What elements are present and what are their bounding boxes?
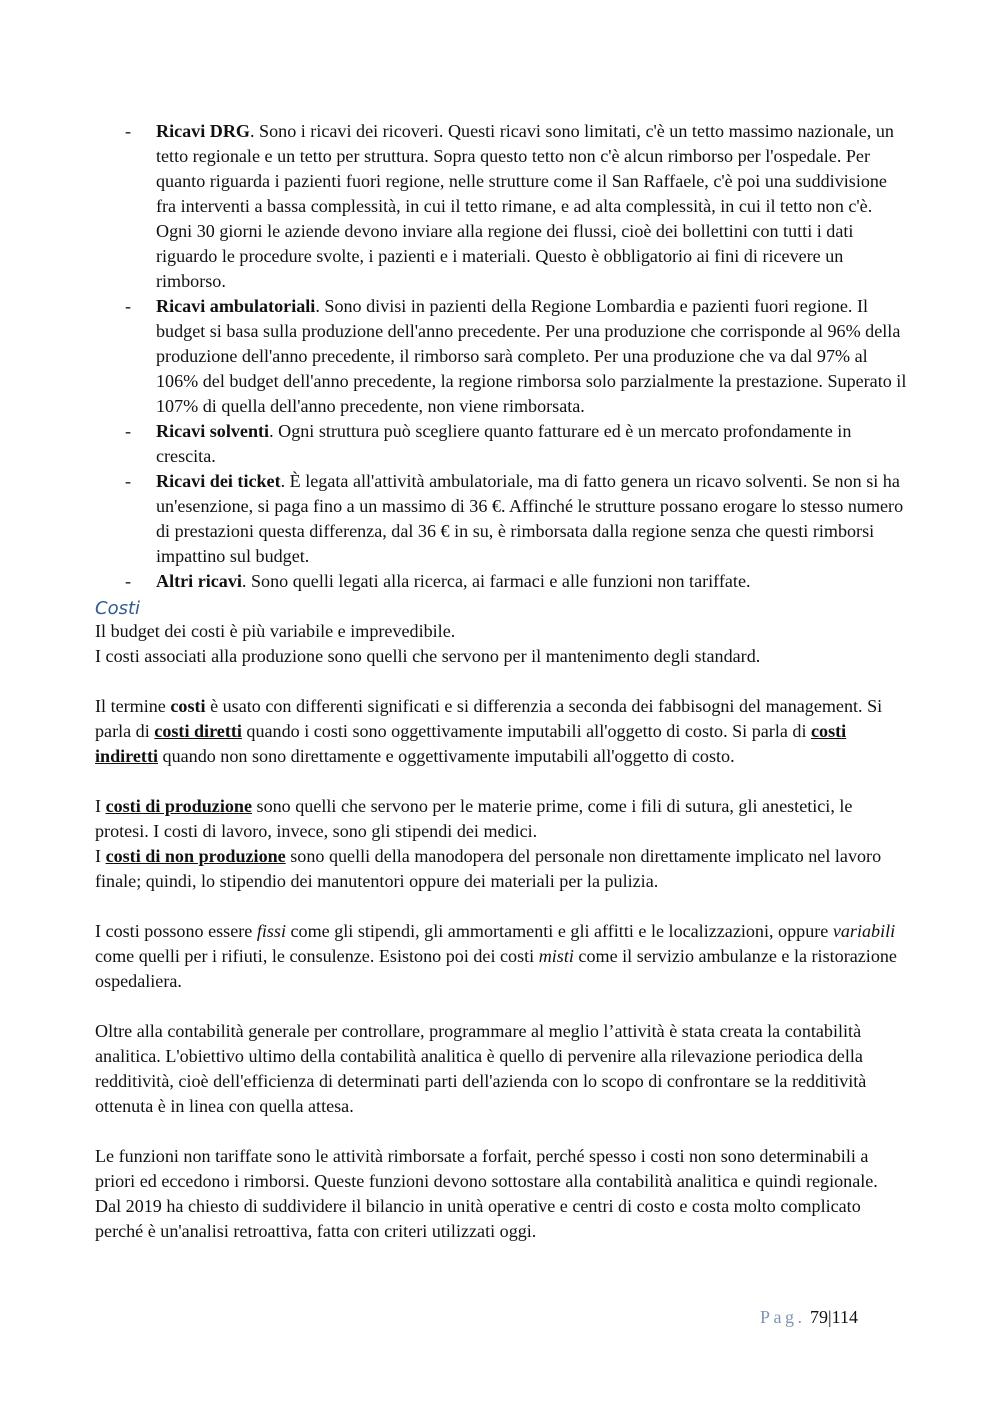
text-run: quando i costi sono oggettivamente imputabili all'oggetto di costo. Si parla di xyxy=(241,721,812,741)
list-item-term: Ricavi dei ticket xyxy=(156,471,281,491)
italic-term: misti xyxy=(538,946,574,966)
text-run: come il servizio ambulanze e la ristorazione ospedaliera. xyxy=(95,946,897,991)
list-item-text: . Sono i ricavi dei ricoveri. Questi ricavi sono limitati, c'è un tetto massimo nazionale, un tetto regionale e un tetto per struttura. Sopra questo tetto non c'è alcun rimborso per l'ospedale. Per quanto riguarda i pazienti fuori regione, nelle strutture come il San Raffaele, c'è poi una suddivisione fra interventi a bassa complessità, in cui il tetto rimane, e ad alta complessità, in cui il tetto non c'è. Ogni 30 giorni le aziende devono inviare alla regione dei flussi, cioè dei bollettini con tutti i dati riguardo le procedure svolte, i pazienti e i materiali. Questo è obbligatorio ai fini di ricevere un rimborso. xyxy=(156,121,894,291)
list-item xyxy=(95,419,907,469)
bullet-dash: - xyxy=(125,471,132,491)
underlined-term: costi di produzione xyxy=(105,796,253,816)
paragraph xyxy=(95,694,907,769)
text-run: come quelli per i rifiuti, le consulenze. Esistono poi dei costi xyxy=(95,946,539,966)
list-item xyxy=(95,294,907,419)
italic-term: variabili xyxy=(832,921,896,941)
list-item xyxy=(95,469,907,569)
text-run: Il termine xyxy=(95,696,171,716)
page-number: 79 xyxy=(810,1307,828,1327)
bullet-dash: - xyxy=(125,296,132,316)
list-item xyxy=(95,569,907,594)
underlined-term: costi indiretti xyxy=(95,721,847,766)
paragraph: Il budget dei costi è più variabile e imprevedibile. xyxy=(95,621,456,641)
paragraph xyxy=(95,919,907,994)
revenue-list xyxy=(95,119,907,594)
list-item xyxy=(95,119,907,294)
paragraph xyxy=(95,794,907,844)
text-run: I costi possono essere xyxy=(95,921,257,941)
text-run: sono quelli della manodopera del personale non direttamente implicato nel lavoro finale; quindi, lo stipendio dei manutentori oppure dei materiali per la pulizia. xyxy=(95,846,882,891)
paragraph: I costi associati alla produzione sono quelli che servono per il mantenimento degli standard. xyxy=(95,646,761,666)
page-separator: | xyxy=(828,1307,832,1327)
bullet-dash: - xyxy=(125,121,132,141)
underlined-term: costi di non produzione xyxy=(105,846,286,866)
paragraph: Le funzioni non tariffate sono le attività rimborsate a forfait, perché spesso i costi non sono determinabili a priori ed eccedono i rimborsi. Queste funzioni devono sottostare alla contabilità analitica e quindi regionale. Dal 2019 ha chiesto di suddividere il bilancio in unità operative e centri di costo e costa molto complicato perché è un'analisi retroattiva, fatta con criteri utilizzati oggi. xyxy=(95,1146,878,1241)
text-run: I xyxy=(95,796,106,816)
bullet-dash: - xyxy=(125,571,132,591)
page-total: 114 xyxy=(831,1307,858,1327)
italic-term: fissi xyxy=(256,921,286,941)
paragraph: Oltre alla contabilità generale per controllare, programmare al meglio l’attività è stata creata la contabilità analitica. L'obiettivo ultimo della contabilità analitica è quello di pervenire alla rilevazione periodica della redditività, cioè dell'efficienza di determinati parti dell'azienda con lo scopo di confrontare se la redditività ottenuta è in linea con quella attesa. xyxy=(95,1021,867,1116)
text-run: sono quelli che servono per le materie prime, come i fili di sutura, gli anestetici, le protesi. I costi di lavoro, invece, sono gli stipendi dei medici. xyxy=(95,796,853,841)
list-item-term: Ricavi solventi xyxy=(156,421,270,441)
list-item-text: . Sono quelli legati alla ricerca, ai farmaci e alle funzioni non tariffate. xyxy=(241,571,751,591)
underlined-term: costi diretti xyxy=(154,721,242,741)
text-run: come gli stipendi, gli ammortamenti e gli affitti e le localizzazioni, oppure xyxy=(285,921,833,941)
paragraph xyxy=(95,844,907,894)
list-item-text: . Ogni struttura può scegliere quanto fatturare ed è un mercato profondamente in crescita. xyxy=(156,421,852,466)
bold-term: costi xyxy=(170,696,206,716)
text-run: I xyxy=(95,846,106,866)
list-item-term: Ricavi ambulatoriali xyxy=(156,296,316,316)
list-item-term: Altri ricavi xyxy=(156,571,242,591)
page-footer xyxy=(760,1307,858,1328)
page-label: Pag. xyxy=(760,1307,806,1327)
document-page xyxy=(95,119,907,1244)
text-run: è usato con differenti significati e si differenzia a seconda dei fabbisogni del management. Si parla di xyxy=(95,696,883,741)
text-run: quando non sono direttamente e oggettivamente imputabili all'oggetto di costo. xyxy=(158,746,735,766)
list-item-term: Ricavi DRG xyxy=(156,121,250,141)
list-item-text: . Sono divisi in pazienti della Regione Lombardia e pazienti fuori regione. Il budget si basa sulla produzione dell'anno precedente. Per una produzione che corrisponde al 96% della produzione dell'anno precedente, il rimborso sarà completo. Per una produzione che va dal 97% al 106% del budget dell'anno precedente, la regione rimborsa solo parzialmente la prestazione. Superato il 107% di quella dell'anno precedente, non viene rimborsata. xyxy=(156,296,907,416)
section-heading: Costi xyxy=(95,598,141,619)
bullet-dash: - xyxy=(125,421,132,441)
list-item-text: . È legata all'attività ambulatoriale, ma di fatto genera un ricavo solventi. Se non si ha un'esenzione, si paga fino a un massimo di 36 €. Affinché le strutture possano erogare lo stesso numero di prestazioni questa differenza, dal 36 € in su, è rimborsata dalla regione senza che questi rimborsi impattino sul budget. xyxy=(156,471,904,566)
